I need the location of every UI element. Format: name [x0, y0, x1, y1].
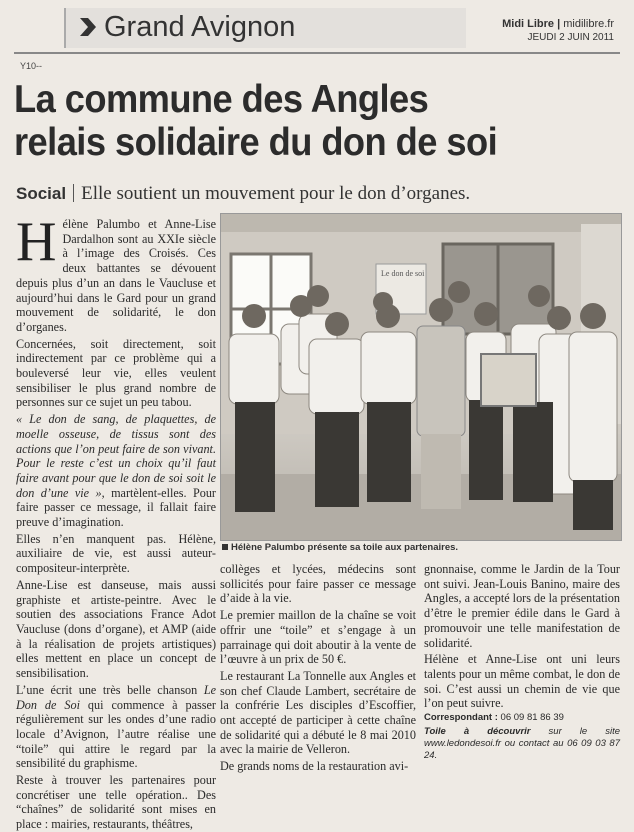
toile-title: Toile à découvrir: [424, 725, 531, 737]
group-photo-illustration: [221, 214, 621, 540]
drop-cap: H: [16, 211, 57, 273]
headline-line-2: relais solidaire du don de soi: [14, 121, 498, 164]
sign-text: Le don de soi: [381, 269, 425, 278]
paragraph: [16, 211, 216, 335]
correspondent-label: Correspondant :: [424, 712, 498, 724]
article-column-1: [16, 211, 216, 832]
subheadline: Elle soutient un mouvement pour le don d’organes.: [81, 183, 471, 204]
subheadline-row: [16, 183, 616, 205]
page-ref: Y10--: [20, 61, 43, 71]
masthead: [502, 18, 614, 43]
brand-line: Midi Libre | midilibre.fr: [502, 18, 614, 30]
paragraph: Anne-Lise est danseuse, mais aussi graphiste et artiste-peintre. Avec le soutien des associations France Adot Vaucluse (dons d’organe), et AMP (aide à la réalisation de projets artistiques) elles mettent en place un concept de sensibilisation.: [16, 577, 216, 681]
kicker: Social: [16, 184, 67, 203]
section-header: [64, 8, 466, 48]
toile-text: sur le site www.ledondesoi.fr ou contact au 06 09 03 87 24.: [424, 725, 620, 761]
paragraph: Hélène et Anne-Lise ont uni leurs talents pour un même combat, le don de soi. C’est aussi un chemin de vie que l’on peut suivre.: [424, 652, 620, 711]
correspondent-phone: 06 09 81 86 39: [500, 712, 564, 724]
correspondent-line: [424, 711, 620, 726]
toile-info: [424, 726, 620, 762]
header-rule: [14, 52, 620, 54]
kicker-divider: [73, 184, 74, 202]
paragraph: [16, 412, 216, 530]
paragraph: gnonnaise, comme le Jardin de la Tour ont suivi. Jean-Louis Banino, maire des Angles, a accepté lors de la présentation d’être le premier édile dans le Gard à promouvoir une telle manifestation de solidarité.: [424, 562, 620, 650]
photo-caption: [222, 542, 458, 553]
brand-site: midilibre.fr: [563, 18, 614, 30]
paragraph-text: élène Palumbo et Anne-Lise Dardalhon sont au XXIe siècle à l’image des Croisés. Ces deux battantes se dévouent depuis plus d’un an dans le Vaucluse et aujourd’hui dans le Gard pour un grand mouvement de solidarité, le don d’organes.: [16, 217, 216, 334]
paragraph-text: qui commence à passer régulièrement sur les ondes d’une radio locale d’Avignon, l’autre réalise une “toile” qui attire le regard par la sensibilité du graphisme.: [16, 697, 216, 771]
paragraph: Reste à trouver les partenaires pour concrétiser une telle opération.. Des “chaînes” de solidarité sont mises en place : mairies, restaurants, théâtres,: [16, 773, 216, 832]
brand-name: Midi Libre: [502, 18, 555, 30]
paragraph: Le premier maillon de la chaîne se voit offrir une “toile” et s’engage à un parrainage qui doit aboutir à la vente de l’œuvre à un prix de 50 €.: [220, 608, 416, 667]
paragraph: Elles n’en manquent pas. Hélène, auxiliaire de vie, est aussi auteur-compositeur-interprète.: [16, 531, 216, 576]
section-title: Grand Avignon: [104, 11, 296, 43]
headline-line-1: La commune des Angles: [14, 78, 429, 121]
paragraph: Le restaurant La Tonnelle aux Angles et son chef Claude Lambert, secrétaire de la confrérie Les disciples d’Escoffier, ont accepté de participer à cette chaîne de solidarité qui a débuté le 8 mai 2010 avec la mairie de Velleron.: [220, 668, 416, 757]
paragraph: [16, 683, 216, 771]
song-title: Le Don de Soi: [16, 682, 216, 712]
caption-text: Hélène Palumbo présente sa toile aux partenaires.: [231, 542, 459, 553]
headline: [14, 78, 581, 164]
article-photo: [220, 213, 622, 541]
paragraph: collèges et lycées, médecins sont sollicités pour faire passer ce message d’aide à la vie.: [220, 562, 416, 606]
paragraph-text: L’une écrit une très belle chanson: [16, 682, 204, 697]
article-column-2: [220, 562, 416, 774]
paragraph: De grands noms de la restauration avi-: [220, 759, 409, 774]
article-column-3: [424, 562, 620, 762]
issue-date: JEUDI 2 JUIN 2011: [527, 32, 614, 43]
quote: « Le don de sang, de plaquettes, de moelle osseuse, de tissus sont des actions que l’on peut faire de son vivant. Pour le reste c’est un choix qu’il faut faire avant pour que le don de soi soit le don d’une vie »: [16, 412, 216, 500]
paragraph: Concernées, soit directement, soit indirectement par ce problème qui a bouleversé leur vie, elles veulent sensibiliser le plus grand nombre de personnes sur ce sujet un peu tabou.: [16, 336, 216, 410]
paragraph-text: , martèlent-elles. Pour faire passer ce message, il fallait faire preuve d’imagination.: [16, 485, 216, 530]
chevron-right-icon: [76, 16, 98, 38]
caption-bullet: [222, 544, 228, 550]
